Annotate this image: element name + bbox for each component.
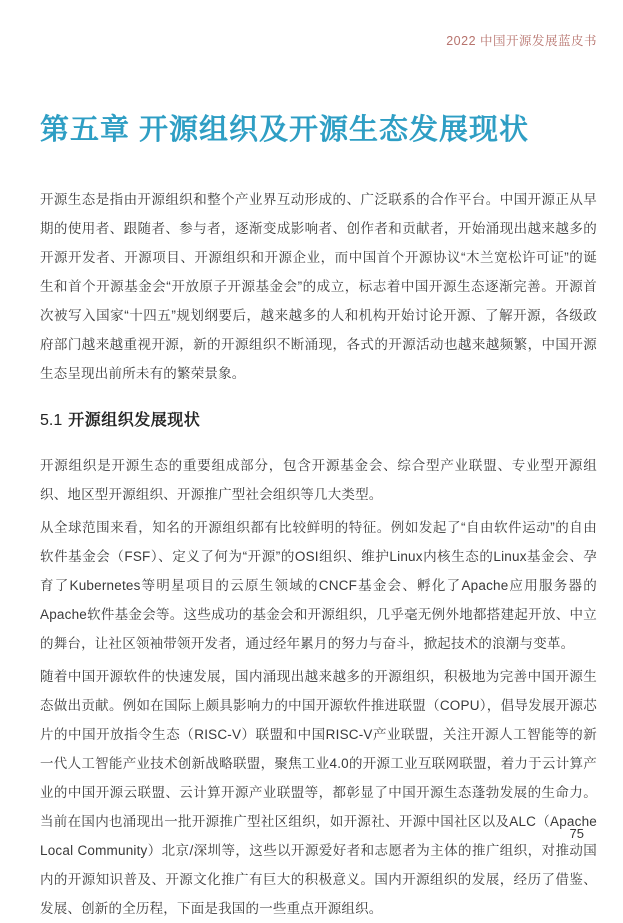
paragraph-org-types: 开源组织是开源生态的重要组成部分，包含开源基金会、综合型产业联盟、专业型开源组织、地区型开源组织、开源推广型社会组织等几大类型。	[40, 458, 597, 502]
paragraph-intro: 开源生态是指由开源组织和整个产业界互动形成的、广泛联系的合作平台。中国开源正从早期的使用者、跟随者、参与者，逐渐变成影响者、创作者和贡献者，开始涌现出越来越多的开源开发者、开源项目、开源组织和开源企业，而中国首个开源协议“木兰宽松许可证”的诞生和首个开源基金会“开放原子开源基金会”的成立，标志着中国开源生态逐渐完善。开源首次被写入国家“十四五”规划纲要后，越来越多的人和机构开始讨论开源、了解开源，各级政府部门越来越重视开源，新的开源组织不断涌现，各式的开源活动也越来越频繁，中国开源生态呈现出前所未有的繁荣景象。	[40, 192, 597, 381]
section-title: 开源组织发展现状	[68, 412, 201, 429]
paragraph-china-orgs: 随着中国开源软件的快速发展，国内涌现出越来越多的开源组织，积极地为完善中国开源生态做出贡献。例如在国际上颇具影响力的中国开源软件推进联盟（COPU），倡导发展开源芯片的中国开放指令生态（RISC-V）联盟和中国RISC-V产业联盟，关注开源人工智能等的新一代人工智能产业技术创新战略联盟，聚焦工业4.0的开源工业互联网联盟，着力于云计算产业的中国开源云联盟、云计算开源产业联盟等，都彰显了中国开源生态蓬勃发展的生命力。当前在国内也涌现出一批开源推广型社区组织，如开源社、开源中国社区以及ALC（Apache Local Community）北京/深圳等，这些以开源爱好者和志愿者为主体的推广组织，对推动国内的开源知识普及、开源文化推广有巨大的积极意义。国内开源组织的发展，经历了借鉴、发展、创新的全历程，下面是我国的一些重点开源组织。	[40, 669, 597, 916]
running-header: 2022 中国开源发展蓝皮书	[446, 34, 597, 48]
page-number: 75	[569, 826, 584, 841]
chapter-title: 第五章 开源组织及开源生态发展现状	[40, 114, 530, 146]
section-heading	[40, 410, 597, 432]
section-number: 5.1	[40, 412, 63, 429]
paragraph-global-orgs: 从全球范围来看，知名的开源组织都有比较鲜明的特征。例如发起了“自由软件运动”的自由软件基金会（FSF）、定义了何为“开源”的OSI组织、维护Linux内核生态的Linux基金会、孕育了Kubernetes等明星项目的云原生领域的CNCF基金会、孵化了Apache应用服务器的Apache软件基金会等。这些成功的基金会和开源组织，几乎毫无例外地都搭建起开放、中立的舞台，让社区领袖带领开发者，通过经年累月的努力与奋斗，掀起技术的浪潮与变革。	[40, 520, 597, 651]
